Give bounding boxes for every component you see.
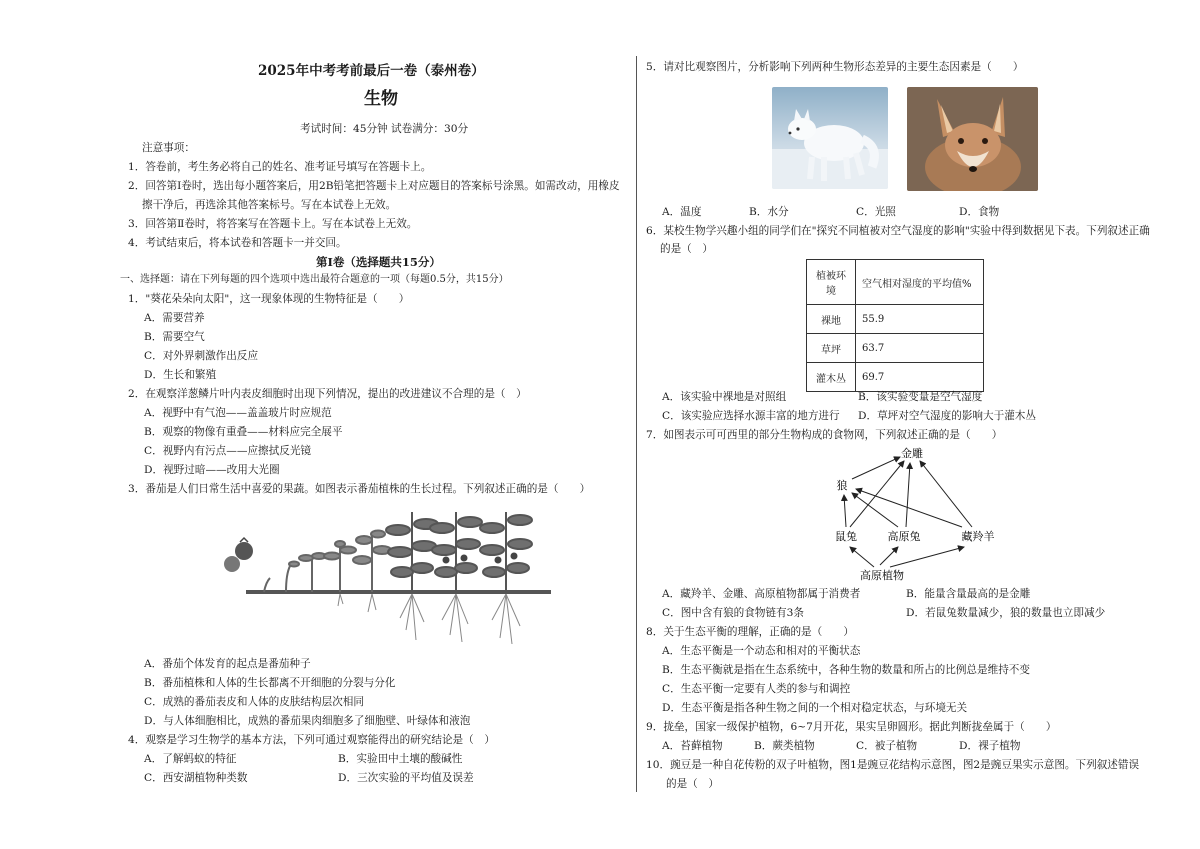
table-header-cell: 空气相对湿度的平均值%: [856, 260, 984, 305]
q6-option-b: B．该实验变量是空气湿度: [858, 391, 983, 403]
q7-option-b: B．能量含量最高的是金雕: [906, 588, 1031, 600]
node-plateau-plants: 高原植物: [860, 569, 904, 582]
node-pika: 鼠兔: [835, 530, 857, 543]
q9-option-d: D．裸子植物: [959, 740, 1021, 752]
exam-title: 2025年中考考前最后一卷（泰州卷）: [258, 63, 485, 79]
node-golden-eagle: 金雕: [901, 447, 923, 460]
q8-option-c: C．生态平衡一定要有人类的参与和调控: [662, 683, 851, 695]
tomato-fruit-icon: [235, 542, 253, 560]
q9-option-b: B．蕨类植物: [754, 740, 815, 752]
q3-option-d: D．与人体细胞相比，成熟的番茄果肉细胞多了细胞壁、叶绿体和液泡: [144, 715, 471, 727]
table-cell: 69.7: [856, 363, 984, 392]
table-cell: 63.7: [856, 334, 984, 363]
question-10-stem: 10．豌豆是一种自花传粉的双子叶植物，图1是豌豆花结构示意图，图2是豌豆果实示意图。下列叙述错误: [646, 759, 1140, 771]
part1-instruction: 一、选择题：请在下列每题的四个选项中选出最符合题意的一项（每题0.5分，共15分）: [120, 274, 509, 285]
mature-plants: [386, 512, 532, 592]
arctic-fox-photo: [772, 87, 888, 189]
seedling-stages: [264, 531, 391, 593]
q9-option-c: C．被子植物: [856, 740, 918, 752]
note-item: 2．回答第Ⅰ卷时，选出每小题答案后，用2B铅笔把答题卡上对应题目的答案标号涂黑。如需改动，用橡皮: [128, 180, 620, 192]
q8-option-a: A．生态平衡是一个动态和相对的平衡状态: [662, 645, 861, 657]
food-web-diagram: [816, 443, 1016, 583]
q7-option-c: C．图中含有狼的食物链有3条: [662, 607, 804, 619]
node-plateau-hare: 高原兔: [887, 530, 921, 543]
part1-heading: 第Ⅰ卷（选择题共15分）: [316, 255, 441, 269]
q5-option-c: C．光照: [856, 206, 896, 218]
q6-option-a: A．该实验中裸地是对照组: [662, 391, 787, 403]
q5-option-d: D．食物: [959, 206, 1000, 218]
table-header-row: [807, 260, 984, 305]
q6-option-c: C．该实验应选择水源丰富的地方进行: [662, 410, 840, 422]
question-6-stem: 6．某校生物学兴趣小组的同学们在"探究不同植被对空气湿度的影响"实验中得到数据见下表。下列叙述正确: [646, 225, 1150, 237]
exam-info: 考试时间：45分钟 试卷满分：30分: [300, 123, 469, 135]
tomato-growth-figure: [216, 500, 556, 650]
node-wolf: 狼: [836, 479, 848, 492]
table-cell: 55.9: [856, 305, 984, 334]
question-9-stem: 9．拢垒，国家一级保护植物，6~7月开花，果实呈卵圆形。据此判断拢垒属于（ ）: [646, 721, 1057, 733]
question-4-stem: 4．观察是学习生物学的基本方法，下列可通过观察能得出的研究结论是（ ）: [128, 734, 495, 746]
table-cell: 草坪: [807, 334, 856, 363]
table-cell: 裸地: [807, 305, 856, 334]
q1-option-d: D．生长和繁殖: [144, 369, 217, 381]
note-item: 4．考试结束后，将本试卷和答题卡一并交回。: [128, 237, 347, 249]
note-item: 擦干净后，再选涂其他答案标号。写在本试卷上无效。: [142, 199, 397, 211]
question-5-stem: 5．请对比观察图片，分析影响下列两种生物形态差异的主要生态因素是（ ）: [646, 61, 1024, 73]
q3-option-c: C．成熟的番茄表皮和人体的皮肤结构层次相同: [144, 696, 364, 708]
q2-option-b: B．观察的物像有重叠——材料应完全展平: [144, 426, 343, 438]
question-2-stem: 2．在观察洋葱鳞片叶内表皮细胞时出现下列情况，提出的改进建议不合理的是（ ）: [128, 388, 527, 400]
q2-option-a: A．视野中有气泡——盖盖玻片时应规范: [144, 407, 332, 419]
subject-title: 生物: [364, 89, 398, 109]
q2-option-d: D．视野过暗——改用大光圈: [144, 464, 280, 476]
q3-option-a: A．番茄个体发育的起点是番茄种子: [144, 658, 311, 670]
table-row: [807, 305, 984, 334]
question-7-stem: 7．如图表示可可西里的部分生物构成的食物网，下列叙述正确的是（ ）: [646, 429, 1003, 441]
node-tibetan-antelope: 藏羚羊: [961, 530, 995, 543]
food-web-arrows: [844, 457, 972, 567]
table-row: [807, 363, 984, 392]
q5-option-a: A．温度: [662, 206, 702, 218]
note-item: 1．答卷前，考生务必将自己的姓名、准考证号填写在答题卡上。: [128, 161, 432, 173]
q1-option-c: C．对外界刺激作出反应: [144, 350, 259, 362]
tomato-fruit-icon: [224, 556, 240, 572]
note-item: 3．回答第Ⅱ卷时，将答案写在答题卡上。写在本试卷上无效。: [128, 218, 418, 230]
q6-option-d: D．草坪对空气湿度的影响大于灌木丛: [858, 410, 1036, 422]
q8-option-b: B．生态平衡就是指在生态系统中，各种生物的数量和所占的比例总是维持不变: [662, 664, 1030, 676]
question-10-stem-cont: 的是（ ）: [666, 778, 719, 790]
q2-option-c: C．视野内有污点——应擦拭反光镜: [144, 445, 312, 457]
q1-option-a: A．需要营养: [144, 312, 205, 324]
question-3-stem: 3．番茄是人们日常生活中喜爱的果蔬。如图表示番茄植株的生长过程。下列叙述正确的是（ ）: [128, 483, 591, 495]
q5-option-b: B．水分: [749, 206, 789, 218]
q8-option-d: D．生态平衡是指各种生物之间的一个相对稳定状态，与环境无关: [662, 702, 968, 714]
q1-option-b: B．需要空气: [144, 331, 205, 343]
table-header-cell: 植被环境: [807, 260, 856, 305]
q4-option-c: C．西安湖植物种类数: [144, 772, 248, 784]
question-8-stem: 8．关于生态平衡的理解，正确的是（ ）: [646, 626, 855, 638]
plant-roots: [338, 594, 520, 644]
table-row: [807, 334, 984, 363]
humidity-table: [806, 259, 984, 392]
desert-fox-photo: [907, 87, 1038, 191]
notes-heading: 注意事项：: [142, 142, 195, 154]
q4-option-b: B．实验田中土壤的酸碱性: [338, 753, 463, 765]
table-cell: 灌木丛: [807, 363, 856, 392]
q7-option-a: A．藏羚羊、金雕、高原植物都属于消费者: [662, 588, 861, 600]
q3-option-b: B．番茄植株和人体的生长都离不开细胞的分裂与分化: [144, 677, 396, 689]
column-divider: [636, 56, 637, 792]
question-1-stem: 1．"葵花朵朵向太阳"，这一现象体现的生物特征是（ ）: [128, 293, 410, 305]
q4-option-d: D．三次实验的平均值及误差: [338, 772, 474, 784]
q9-option-a: A．苔藓植物: [662, 740, 723, 752]
question-6-stem-cont: 的是（ ）: [660, 243, 713, 255]
q4-option-a: A．了解蚂蚁的特征: [144, 753, 237, 765]
q7-option-d: D．若鼠兔数量减少，狼的数量也立即减少: [906, 607, 1106, 619]
